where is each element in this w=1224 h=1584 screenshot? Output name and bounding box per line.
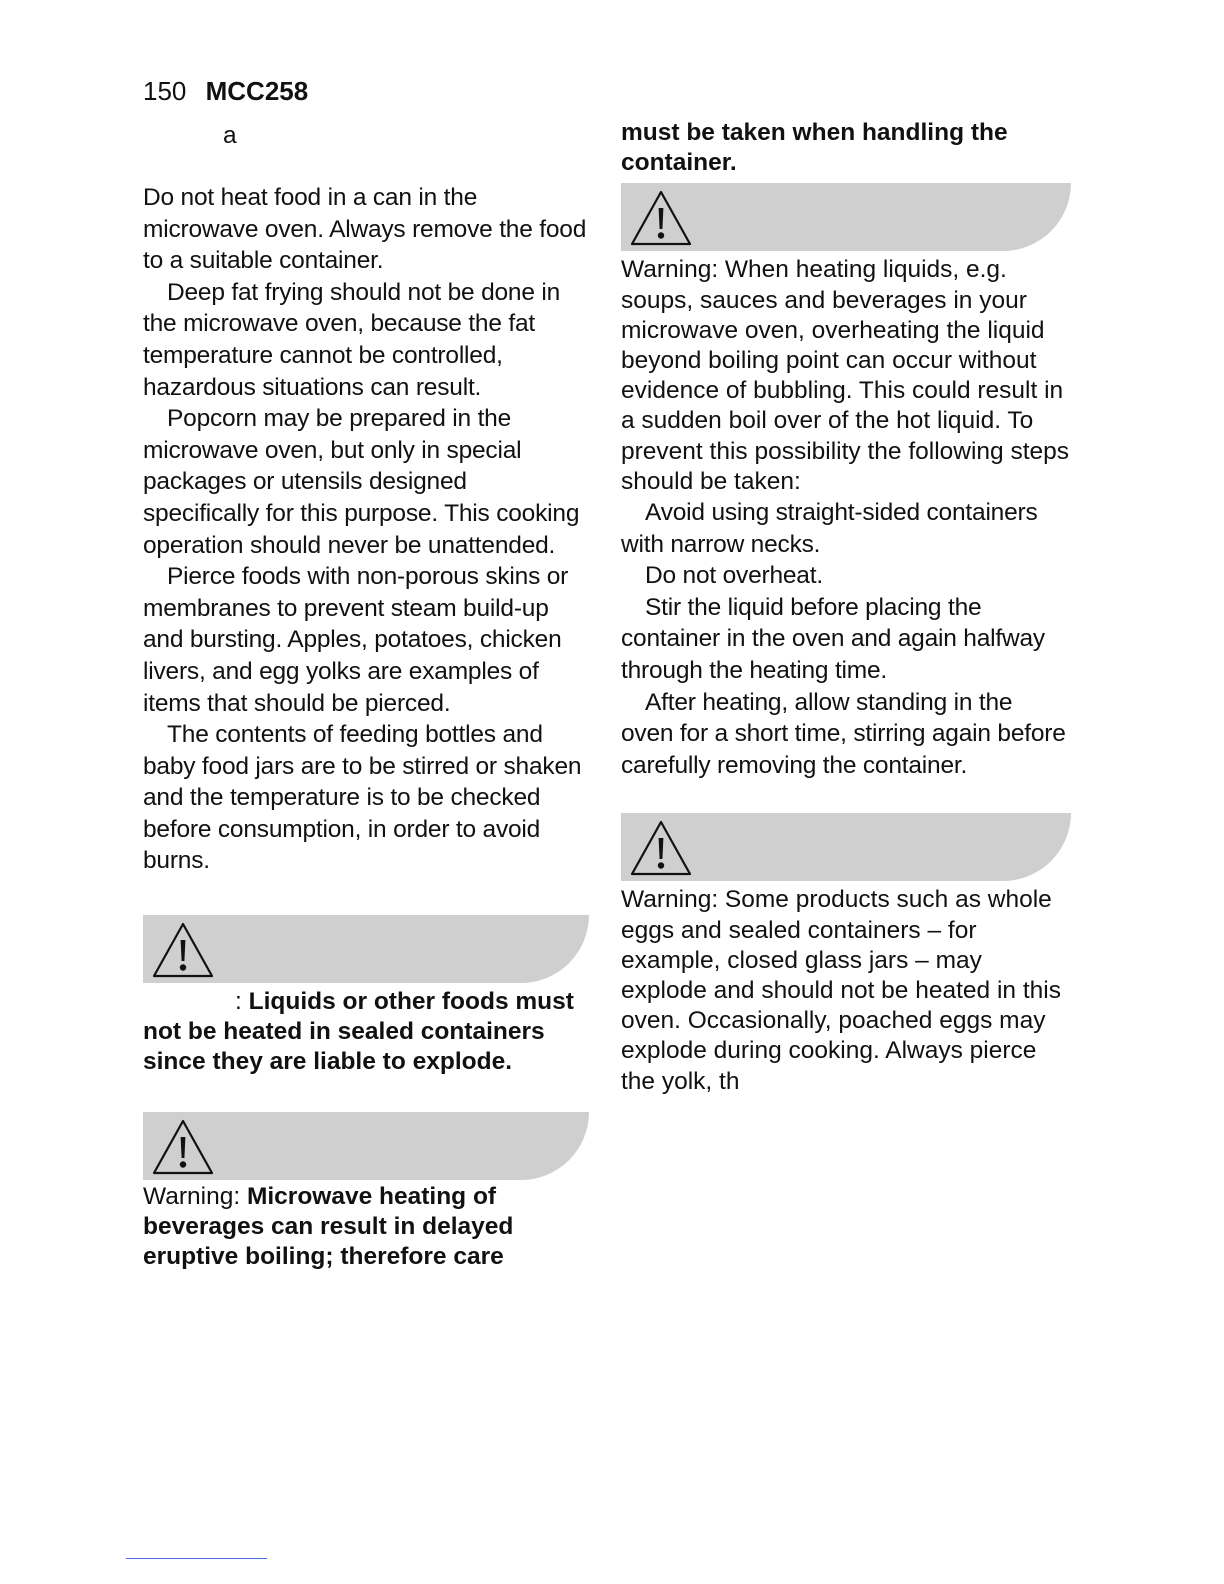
warning-banner — [621, 183, 1071, 251]
warning-beverages-continued: must be taken when handling the container. — [621, 119, 1008, 177]
bullet-feeding-bottles: The contents of feeding bottles and baby food jars are to be stirred or shaken and the temperature is to be checked before consumption, in order to avoid burns. — [143, 721, 582, 875]
step-do-not-overheat: Do not overheat. — [645, 562, 823, 590]
step-stir-liquid: Stir the liquid before placing the container in the oven and again halfway through the heating time. — [621, 593, 1045, 684]
warning-eggs: Warning: Some products such as whole eggs and sealed containers – for example, closed glass jars – may explode and should not be heated in this oven. Occasionally, poached eggs may explode during cooking. Always pierce the yolk, th — [621, 886, 1061, 1095]
warning-icon — [151, 921, 215, 979]
right-column — [621, 118, 1071, 1097]
warning-heating-liquids: Warning: When heating liquids, e.g. soups, sauces and beverages in your microwave oven, overheating the liquid beyond boiling point can occur without evidence of bubbling. This could result in a sudden boil over of the hot liquid. To prevent this possibility the following steps should be taken: — [621, 256, 1070, 495]
warning-banner — [143, 1112, 589, 1180]
warning-icon — [629, 819, 693, 877]
warning-sealed-containers: : Liquids or other foods must not be heated in sealed containers since they are liable to explode. — [143, 988, 574, 1076]
footer-rule — [126, 1558, 267, 1559]
bullet-pierce-foods: Pierce foods with non-porous skins or membranes to prevent steam build-up and bursting. Apples, potatoes, chicken livers, and egg yolks are examples of items that should be pierced. — [143, 563, 569, 717]
paragraph-can: Do not heat food in a can in the microwave oven. Always remove the food to a suitable container. — [143, 184, 587, 275]
step-allow-standing: After heating, allow standing in the oven for a short time, stirring again before carefully removing the container. — [621, 688, 1066, 779]
warning-beverages: Warning: Microwave heating of beverages can result in delayed eruptive boiling; therefore care — [143, 1182, 514, 1271]
page-header — [143, 75, 308, 107]
bullet-popcorn: Popcorn may be prepared in the microwave oven, but only in special packages or utensils designed specifically for this purpose. This cooking operation should never be unattended. — [143, 405, 580, 559]
left-column — [143, 118, 589, 1272]
section-letter: a — [223, 122, 237, 149]
warning-icon — [629, 189, 693, 247]
step-avoid-containers: Avoid using straight-sided containers with narrow necks. — [621, 499, 1038, 558]
model-name: MCC258 — [205, 76, 309, 106]
warning-banner — [621, 813, 1071, 881]
page-number: 150 — [143, 76, 187, 106]
bullet-deep-fat: Deep fat frying should not be done in the microwave oven, because the fat temperature cannot be controlled, hazardous situations can result. — [143, 278, 561, 401]
warning-icon — [151, 1118, 215, 1176]
warning-banner — [143, 915, 589, 983]
